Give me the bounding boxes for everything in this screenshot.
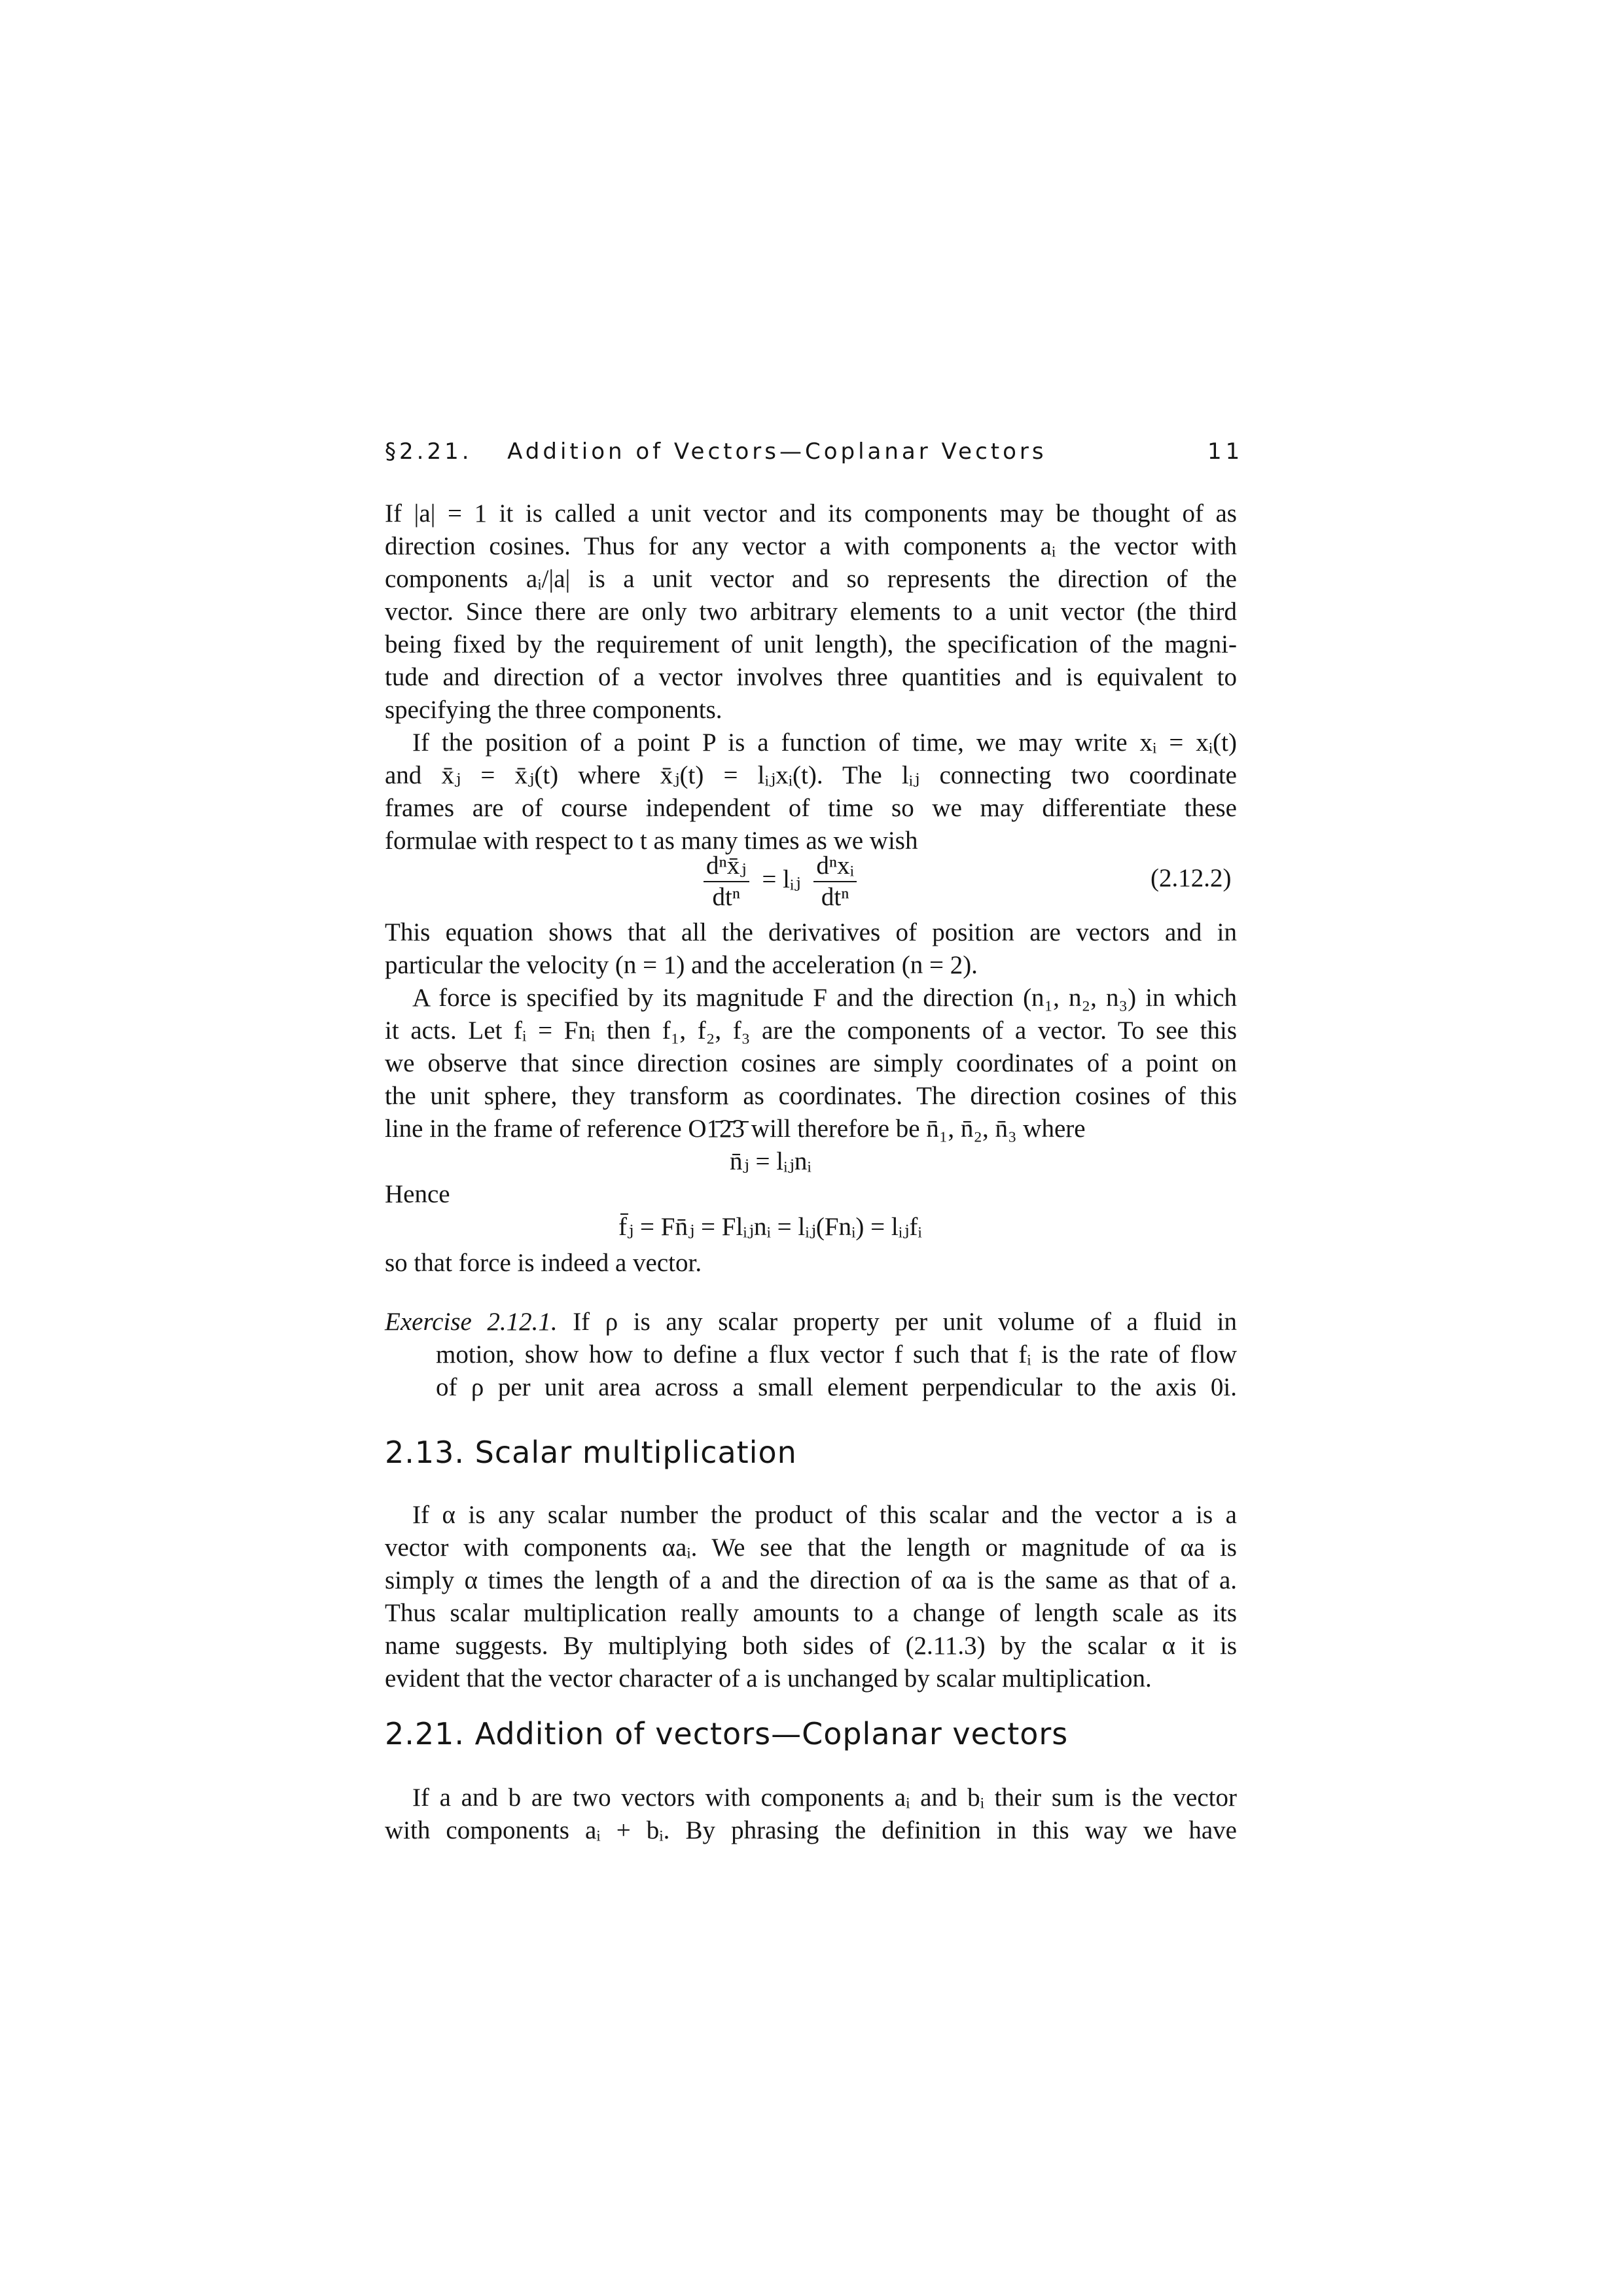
- text-line: particular the velocity (n = 1) and the acceleration (n = 2).: [385, 951, 978, 979]
- text-line: A force is specified by its magnitude F and the direction (n₁, n₂, n₃) in which: [412, 984, 1237, 1012]
- exercise-2-12-1: [385, 1306, 1237, 1404]
- text-line: and x̄ⱼ = x̄ⱼ(t) where x̄ⱼ(t) = lᵢⱼxᵢ(t). The lᵢⱼ connecting two coordinate: [385, 761, 1237, 789]
- text-line: we observe that since direction cosines are simply coordinates of a point on: [385, 1049, 1237, 1077]
- hence-label: Hence: [385, 1180, 450, 1208]
- paragraph-force-conclusion: so that force is indeed a vector.: [385, 1249, 702, 1277]
- equation-force: f̄ⱼ = Fn̄ⱼ = Flᵢⱼnᵢ = lᵢⱼ(Fnᵢ) = lᵢⱼfᵢ: [618, 1213, 922, 1241]
- text-line: tude and direction of a vector involves three quantities and is equivalent to: [385, 663, 1237, 691]
- section-heading-2-13: 2.13. Scalar multiplication: [385, 1435, 797, 1470]
- fraction-numerator: dⁿx̄ⱼ: [704, 851, 749, 882]
- paragraph-scalar-multiplication: [385, 1499, 1237, 1695]
- fraction-lhs: [704, 851, 749, 912]
- paragraph-position-function: [385, 726, 1237, 857]
- paragraph-force: [385, 982, 1237, 1145]
- running-head: [385, 439, 1244, 473]
- text-line: line in the frame of reference O1̄2̄3̄ will therefore be n̄₁, n̄₂, n̄₃ where: [385, 1115, 1086, 1143]
- text-line: evident that the vector character of a is unchanged by scalar multiplication.: [385, 1664, 1152, 1693]
- paragraph-addition-of-vectors: [385, 1782, 1237, 1847]
- text-line: formulae with respect to t as many times as we wish: [385, 827, 918, 855]
- text-line: simply α times the length of a and the direction of αa is the same as that of a.: [385, 1566, 1237, 1594]
- exercise-first-line: [385, 1306, 1237, 1338]
- fraction-denominator: dtⁿ: [712, 883, 741, 911]
- section-heading-2-21: 2.21. Addition of vectors—Coplanar vectors: [385, 1716, 1069, 1751]
- text-line: the unit sphere, they transform as coordinates. The direction cosines of this: [385, 1082, 1237, 1110]
- equation-middle: = lᵢⱼ: [762, 865, 801, 893]
- text-line: being fixed by the requirement of unit length), the specification of the magni-: [385, 630, 1237, 658]
- text-line: This equation shows that all the derivatives of position are vectors and in: [385, 918, 1237, 946]
- running-head-section: §2.21.: [385, 439, 473, 465]
- text-line: it acts. Let fᵢ = Fnᵢ then f₁, f₂, f₃ are the components of a vector. To see this: [385, 1016, 1237, 1045]
- text-line: If α is any scalar number the product of this scalar and the vector a is a: [412, 1501, 1237, 1529]
- text-line: direction cosines. Thus for any vector a with components aᵢ the vector with: [385, 532, 1237, 560]
- equation-nbar: n̄ⱼ = lᵢⱼnᵢ: [730, 1147, 812, 1175]
- text-line: frames are of course independent of time so we may differentiate these: [385, 794, 1237, 822]
- text-line: specifying the three components.: [385, 696, 722, 724]
- text-line: motion, show how to define a flux vector f such that fᵢ is the rate of flow: [436, 1340, 1237, 1369]
- exercise-label: Exercise 2.12.1.: [385, 1308, 558, 1336]
- fraction-numerator: dⁿxᵢ: [813, 851, 857, 882]
- text-line: with components aᵢ + bᵢ. By phrasing the definition in this way we have: [385, 1816, 1237, 1844]
- text-line: vector with components αaᵢ. We see that the length or magnitude of αa is: [385, 1534, 1237, 1562]
- fraction-denominator: dtⁿ: [821, 883, 849, 911]
- paragraph-unit-vector: [385, 497, 1237, 726]
- paragraph-derivatives: [385, 916, 1237, 982]
- text-line: of ρ per unit area across a small element perpendicular to the axis 0i.: [436, 1373, 1237, 1401]
- text-line: Thus scalar multiplication really amounts to a change of length scale as its: [385, 1599, 1237, 1627]
- text-line: components aᵢ/|a| is a unit vector and so represents the direction of the: [385, 565, 1237, 593]
- text-line: name suggests. By multiplying both sides of (2.11.3) by the scalar α it is: [385, 1632, 1237, 1660]
- fraction-rhs: [813, 851, 857, 912]
- text-line: If a and b are two vectors with components aᵢ and bᵢ their sum is the vector: [412, 1784, 1237, 1812]
- page-number: 11: [1207, 439, 1244, 465]
- equation-2-12-2: [704, 851, 857, 912]
- text-line: vector. Since there are only two arbitrary elements to a unit vector (the third: [385, 598, 1237, 626]
- text-line: If the position of a point P is a function of time, we may write xᵢ = xᵢ(t): [412, 728, 1237, 757]
- running-head-title: Addition of Vectors—Coplanar Vectors: [507, 439, 1047, 465]
- text-line: If |a| = 1 it is called a unit vector and its components may be thought of as: [385, 499, 1237, 528]
- equation-number: (2.12.2): [1150, 864, 1232, 892]
- exercise-text: If ρ is any scalar property per unit volume of a fluid in: [573, 1308, 1237, 1336]
